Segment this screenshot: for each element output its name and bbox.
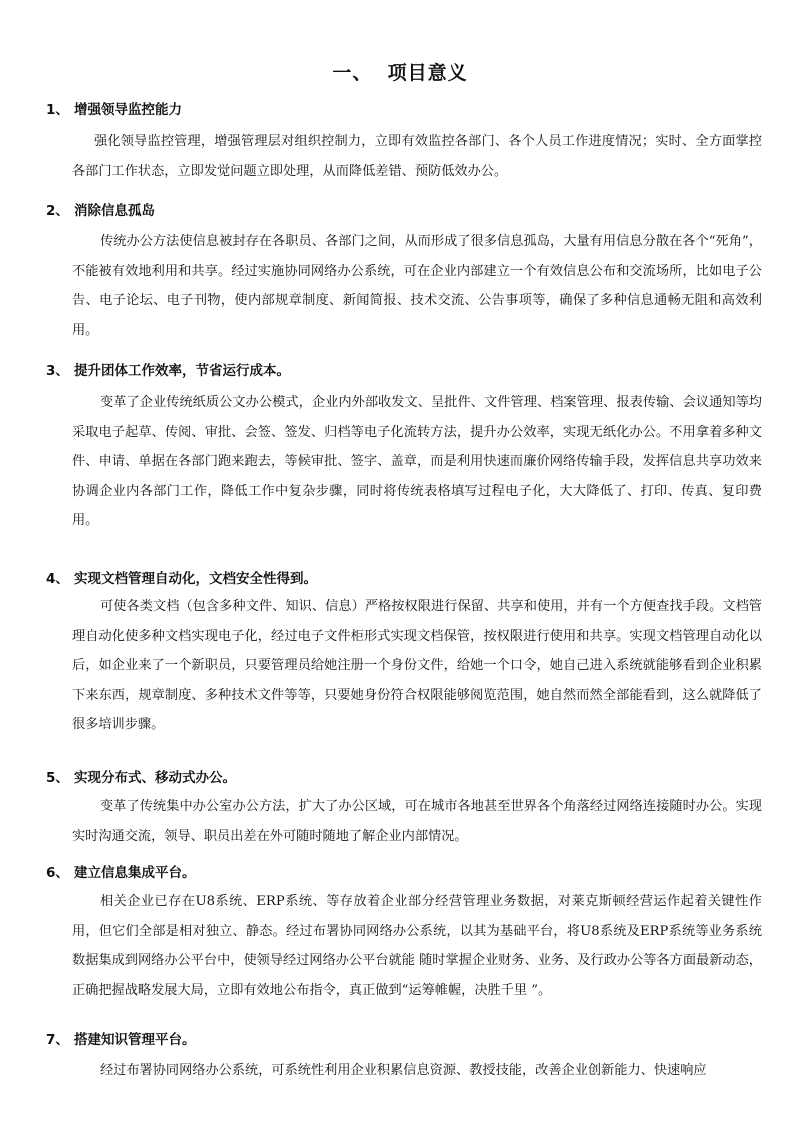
section-heading-text: 建立信息集成平台。 bbox=[74, 865, 196, 881]
section-number: 5、 bbox=[46, 770, 69, 786]
section-heading-7 bbox=[46, 1028, 196, 1048]
section-heading-text: 实现分布式、移动式办公。 bbox=[74, 770, 236, 786]
section-heading-4 bbox=[46, 567, 317, 587]
section-paragraph-1: 强化领导监控管理，增强管理层对组织控制力，立即有效监控各部门、各个人员工作进度情况；实时、全方面掌控各部门工作状态，立即发觉问题立即处理，从而降低差错、预防低效办公。 bbox=[72, 134, 762, 179]
section-heading-6 bbox=[46, 861, 196, 881]
section-number: 2、 bbox=[46, 203, 69, 219]
section-number: 4、 bbox=[46, 571, 69, 587]
section-number: 1、 bbox=[46, 102, 69, 118]
section-number: 6、 bbox=[46, 865, 69, 881]
section-heading-2 bbox=[46, 199, 155, 219]
section-heading-text: 搭建知识管理平台。 bbox=[74, 1032, 196, 1048]
section-paragraph-6: 相关企业已存在U8系统、ERP系统、等存放着企业部分经营管理业务数据，对莱克斯顿经营运作起着关键性作用，但它们全部是相对独立、静态。经过布署协同网络办公系统，以其为基础平台，将U8系统及ERP系统等业务系统数据集成到网络办公平台中，使领导经过网络办公平台就能 随时掌握企业财务、业务、及行政办公等各方面最新动态，正确把握战略发展大局，立即有效地公布指令，真正做到“运筹帷幄，决胜千里 ”。 bbox=[72, 894, 762, 998]
section-paragraph-4: 可使各类文档（包含多种文件、知识、信息）严格按权限进行保留、共享和使用，并有一个方便查找手段。文档管理自动化使多种文档实现电子化，经过电子文件柜形式实现文档保管，按权限进行使用和共享。实现文档管理自动化以后，如企业来了一个新职员，只要管理员给她注册一个身份文件，给她一个口令，她自己进入系统就能够看到企业积累下来东西，规章制度、多种技术文件等等，只要她身份符合权限能够阅览范围，她自然而然全部能看到，这么就降低了很多培训步骤。 bbox=[72, 599, 762, 732]
section-paragraph-3: 变革了企业传统纸质公文办公模式，企业内外部收发文、呈批件、文件管理、档案管理、报表传输、会议通知等均采取电子起草、传阅、审批、会签、签发、归档等电子化流转方法，提升办公效率，实现无纸化办公。不用拿着多种文件、申请、单据在各部门跑来跑去，等候审批、签字、盖章，而是利用快速而廉价网络传输手段，发挥信息共享功效来协调企业内各部门工作，降低工作中复杂步骤，同时将传统表格填写过程电子化，大大降低了、打印、传真、复印费用。 bbox=[72, 395, 762, 528]
section-heading-5 bbox=[46, 766, 236, 786]
section-paragraph-2: 传统办公方法使信息被封存在各职员、各部门之间，从而形成了很多信息孤岛，大量有用信息分散在各个“死角”，不能被有效地利用和共享。经过实施协同网络办公系统，可在企业内部建立一个有效信息公布和交流场所，比如电子公告、电子论坛、电子刊物，使内部规章制度、新闻简报、技术交流、公告事项等，确保了多种信息通畅无阻和高效利用。 bbox=[72, 234, 762, 338]
section-heading-text: 提升团体工作效率，节省运行成本。 bbox=[74, 363, 290, 379]
section-number: 7、 bbox=[46, 1032, 69, 1048]
section-paragraph-7: 经过布署协同网络办公系统，可系统性利用企业积累信息资源、教授技能，改善企业创新能力、快速响应 bbox=[100, 1063, 707, 1078]
section-heading-1 bbox=[46, 98, 182, 118]
section-heading-text: 实现文档管理自动化，文档安全性得到。 bbox=[74, 571, 317, 587]
section-number: 3、 bbox=[46, 363, 69, 379]
section-heading-3 bbox=[46, 359, 290, 379]
section-heading-text: 消除信息孤岛 bbox=[74, 203, 155, 219]
section-heading-text: 增强领导监控能力 bbox=[74, 102, 182, 118]
section-paragraph-5: 变革了传统集中办公室办公方法，扩大了办公区域，可在城市各地甚至世界各个角落经过网络连接随时办公。实现实时沟通交流，领导、职员出差在外可随时随地了解企业内部情况。 bbox=[72, 799, 762, 844]
page-title: 一、 项目意义 bbox=[332, 62, 468, 84]
